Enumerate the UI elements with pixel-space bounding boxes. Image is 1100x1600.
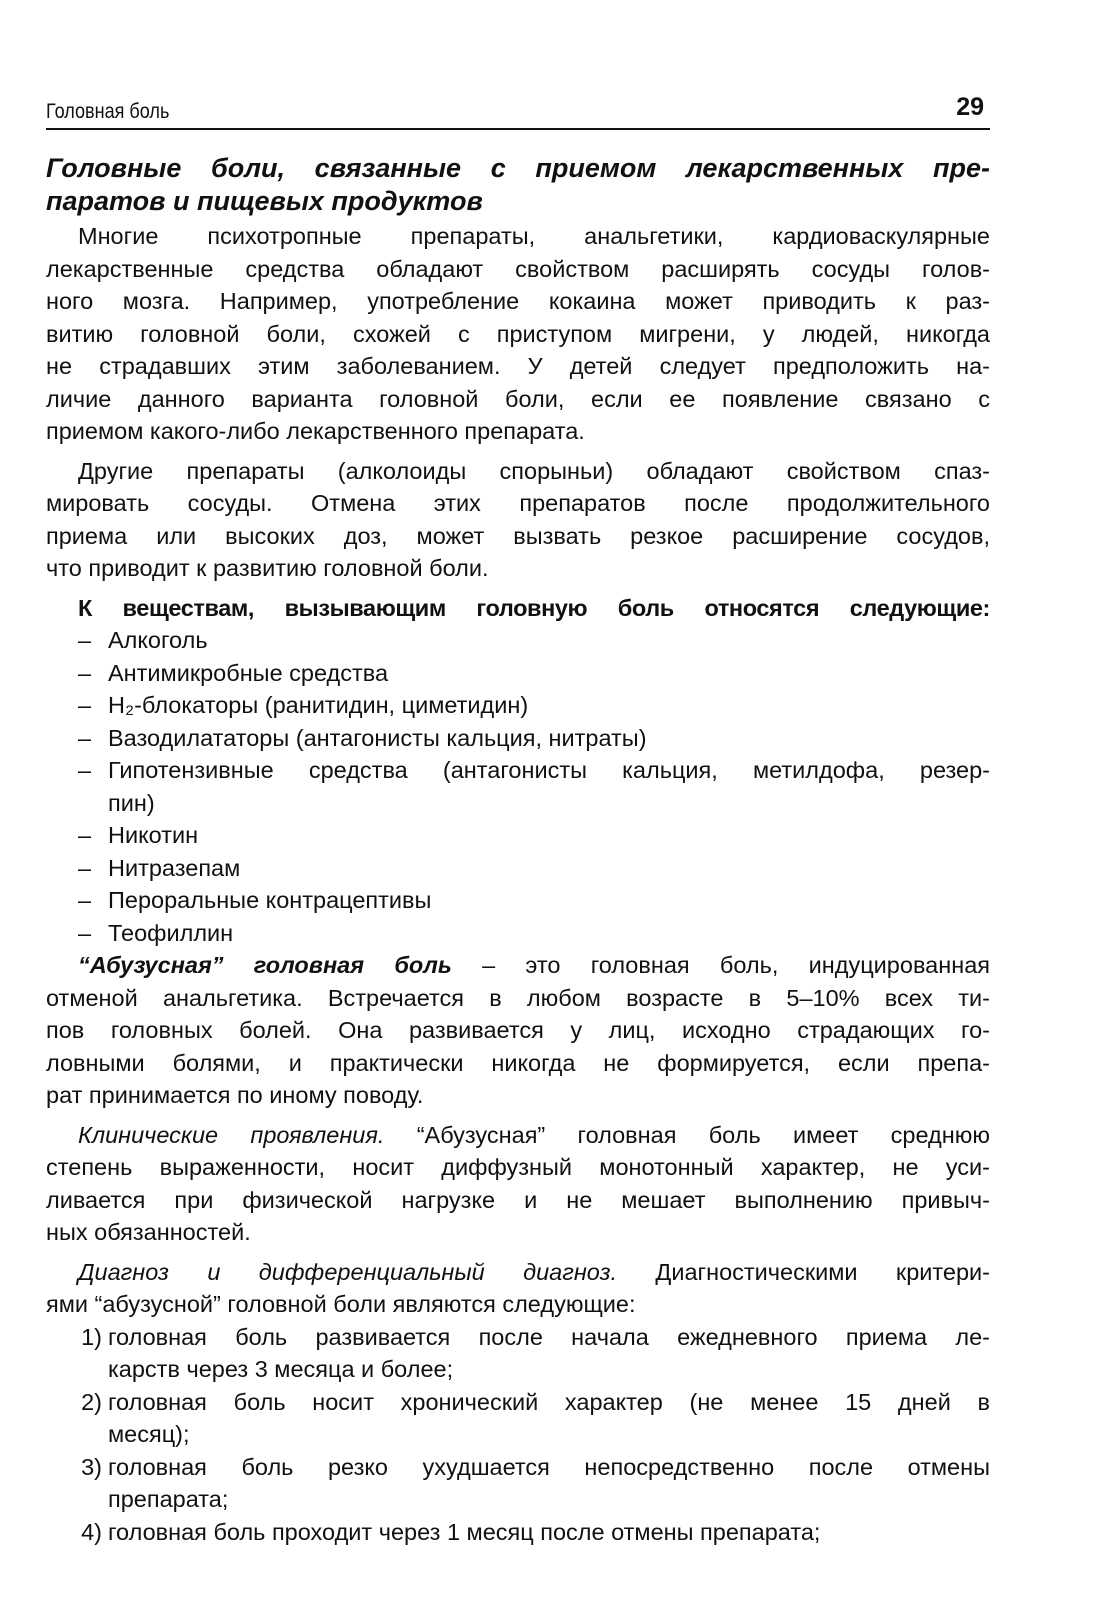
paragraph-abuse-headache bbox=[46, 949, 990, 1112]
dash-bullet: – bbox=[78, 887, 92, 913]
text-line: Другие препараты (алколоиды спорыньи) обладают свойством спаз- bbox=[78, 457, 990, 484]
list-item-text: Антимикробные средства bbox=[108, 659, 389, 686]
dash-bullet: – bbox=[78, 659, 92, 686]
running-title: Головная боль bbox=[46, 100, 170, 123]
list-item-text: Алкоголь bbox=[108, 627, 208, 653]
paragraph-diagnosis bbox=[46, 1256, 990, 1549]
list-item bbox=[46, 819, 990, 852]
text-line: что приводит к развитию головной боли. bbox=[46, 555, 489, 581]
substances-list-block bbox=[46, 592, 990, 950]
list-item bbox=[46, 657, 990, 690]
dash-bullet: – bbox=[78, 919, 92, 946]
abuse-headache-term: “Абузусная” головная боль bbox=[78, 952, 452, 978]
list-item bbox=[46, 754, 990, 787]
criteria-continuation: карств через 3 месяца и более; bbox=[108, 1356, 454, 1382]
dash-bullet: – bbox=[78, 724, 92, 751]
text-line: степень выраженности, носит диффузный монотонный характер, не уси- bbox=[46, 1154, 990, 1180]
text-line: витию головной боли, схожей с приступом мигрени, у людей, никогда bbox=[46, 320, 990, 347]
criteria-text: головная боль развивается после начала ежедневного приема ле- bbox=[108, 1323, 990, 1350]
criteria-number: 2) bbox=[81, 1388, 102, 1415]
criteria-text: головная боль проходит через 1 месяц после отмены препарата; bbox=[108, 1518, 821, 1545]
text-line: лекарственные средства обладают свойством расширять сосуды голов- bbox=[46, 255, 990, 282]
list-item-text: Теофиллин bbox=[108, 919, 234, 946]
criteria-number: 1) bbox=[81, 1323, 102, 1350]
criteria-number: 4) bbox=[81, 1518, 102, 1545]
page-number: 29 bbox=[956, 93, 984, 121]
dash-bullet: – bbox=[78, 822, 92, 848]
list-item-text: Вазодилататоры (антагонисты кальция, нитраты) bbox=[108, 724, 647, 751]
dash-bullet: – bbox=[78, 627, 92, 653]
text-span: “Абузусная” головная боль имеет среднюю bbox=[384, 1121, 990, 1148]
text-line: ных обязанностей. bbox=[46, 1219, 251, 1245]
section-title-line: Головные боли, связанные с приемом лекарственных пре- bbox=[46, 153, 990, 183]
criteria-item bbox=[46, 1321, 990, 1354]
text-line: ливается при физической нагрузке и не мешает выполнению привыч- bbox=[46, 1186, 990, 1213]
text-line bbox=[46, 1119, 990, 1152]
text-line: отменой анальгетика. Встречается в любом возрасте в 5–10% всех ти- bbox=[46, 984, 990, 1011]
text-line: мировать сосуды. Отмена этих препаратов после продолжительного bbox=[46, 490, 990, 516]
text-line bbox=[46, 1256, 990, 1289]
criteria-continuation: препарата; bbox=[108, 1486, 229, 1512]
text-line: личие данного варианта головной боли, если ее появление связано с bbox=[46, 385, 990, 412]
substances-heading: К веществам, вызывающим головную боль относятся следующие: bbox=[78, 594, 990, 621]
list-item-text: H₂-блокаторы (ранитидин, циметидин) bbox=[108, 692, 529, 718]
paragraph-clinical bbox=[46, 1119, 990, 1249]
section-title-line: паратов и пищевых продуктов bbox=[46, 186, 483, 216]
text-line: ловными болями, и практически никогда не формируется, если препа- bbox=[46, 1049, 990, 1076]
text-line: пов головных болей. Она развивается у лиц, исходно страдающих го- bbox=[46, 1017, 990, 1043]
text-line: приема или высоких доз, может вызвать резкое расширение сосудов, bbox=[46, 522, 990, 549]
text-line: не страдавших этим заболеванием. У детей следует предположить на- bbox=[46, 353, 990, 379]
list-item bbox=[46, 884, 990, 917]
text-line: Многие психотропные препараты, анальгетики, кардиоваскулярные bbox=[78, 223, 990, 249]
criteria-item bbox=[46, 1451, 990, 1484]
list-item-text: Гипотензивные средства (антагонисты кальция, метилдофа, резер- bbox=[108, 757, 990, 783]
list-item bbox=[46, 624, 990, 657]
criteria-item bbox=[46, 1386, 990, 1419]
list-item-text: Нитразепам bbox=[108, 854, 241, 881]
text-span: Диагностическими критери- bbox=[617, 1258, 990, 1285]
section-title bbox=[46, 152, 990, 218]
clinical-label: Клинические проявления. bbox=[78, 1121, 385, 1148]
list-item-continuation: пин) bbox=[108, 789, 155, 816]
book-page bbox=[46, 80, 990, 1548]
list-item-text: Пероральные контрацептивы bbox=[108, 887, 432, 913]
list-item bbox=[46, 722, 990, 755]
text-line: ями “абузусной” головной боли являются следующие: bbox=[46, 1291, 636, 1317]
text-line bbox=[46, 949, 990, 982]
running-header bbox=[46, 80, 990, 130]
criteria-text: головная боль резко ухудшается непосредственно после отмены bbox=[108, 1453, 990, 1480]
criteria-text: головная боль носит хронический характер (не менее 15 дней в bbox=[108, 1388, 990, 1415]
paragraph-ergot-alkaloids bbox=[46, 455, 990, 585]
list-item bbox=[46, 689, 990, 722]
criteria-item bbox=[46, 1516, 990, 1549]
paragraph-drug-vasodilation bbox=[46, 220, 990, 448]
dash-bullet: – bbox=[78, 692, 92, 718]
text-line: приемом какого-либо лекарственного препарата. bbox=[46, 418, 585, 444]
list-item bbox=[46, 917, 990, 950]
text-line: ного мозга. Например, употребление кокаина может приводить к раз- bbox=[46, 288, 990, 314]
list-item-text: Никотин bbox=[108, 822, 199, 848]
text-span: – это головная боль, индуцированная bbox=[451, 952, 990, 978]
list-item bbox=[46, 852, 990, 885]
criteria-number: 3) bbox=[81, 1453, 102, 1480]
diagnosis-label: Диагноз и дифференциальный диагноз. bbox=[78, 1258, 618, 1285]
dash-bullet: – bbox=[78, 757, 92, 783]
criteria-continuation: месяц); bbox=[108, 1421, 190, 1447]
text-line: рат принимается по иному поводу. bbox=[46, 1082, 424, 1108]
dash-bullet: – bbox=[78, 854, 92, 881]
